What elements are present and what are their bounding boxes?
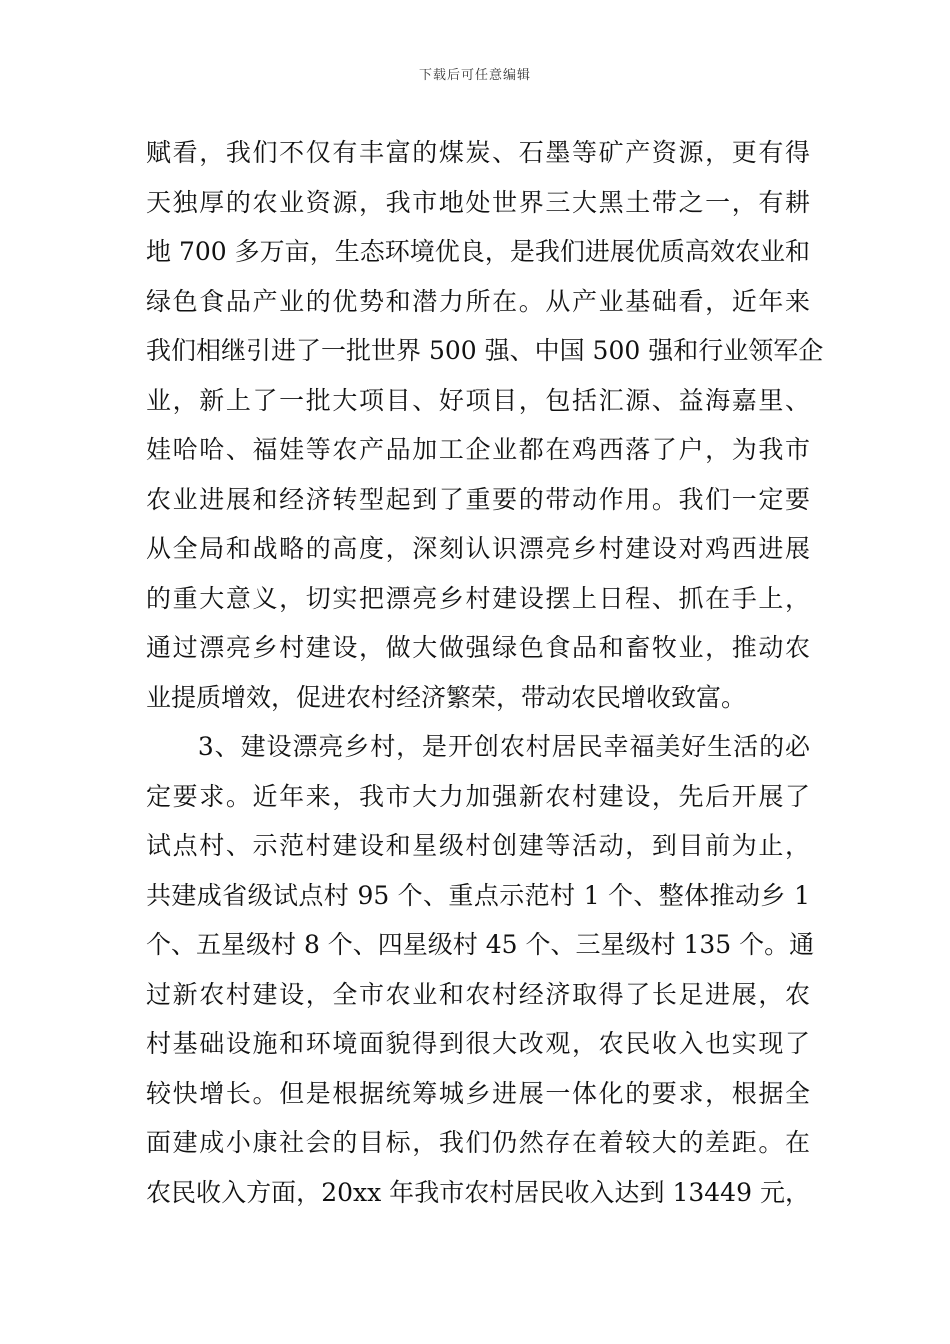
text-line: 业提质增效，促进农村经济繁荣，带动农民增收致富。 [146, 682, 747, 712]
document-body [146, 128, 824, 1217]
text-line: 3、建设漂亮乡村，是开创农村居民幸福美好生活的必 [146, 732, 810, 761]
text-line: 赋看，我们不仅有丰富的煤炭、石墨等矿产资源，更有得 [146, 138, 810, 167]
text-line: 娃哈哈、福娃等农产品加工企业都在鸡西落了户，为我市 [146, 435, 810, 464]
text-line: 农业进展和经济转型起到了重要的带动作用。我们一定要 [146, 484, 810, 514]
text-line: 农民收入方面，20xx 年我市农村居民收入达到 13449 元， [146, 1177, 810, 1207]
text-line: 较快增长。但是根据统筹城乡进展一体化的要求，根据全 [146, 1078, 810, 1108]
text-line: 试点村、示范村建设和星级村创建等活动，到目前为止， [146, 831, 810, 860]
text-line: 天独厚的农业资源，我市地处世界三大黑土带之一，有耕 [146, 187, 810, 217]
text-line: 定要求。近年来，我市大力加强新农村建设，先后开展了 [146, 781, 810, 811]
text-line: 过新农村建设，全市农业和农村经济取得了长足进展，农 [146, 979, 810, 1009]
text-line: 绿色食品产业的优势和潜力所在。从产业基础看，近年来 [146, 286, 810, 316]
text-line: 个、五星级村 8 个、四星级村 45 个、三星级村 135 个。通 [146, 930, 815, 959]
text-line: 地 700 多万亩，生态环境优良，是我们进展优质高效农业和 [146, 237, 810, 266]
text-line: 共建成省级试点村 95 个、重点示范村 1 个、整体推动乡 1 [146, 880, 810, 910]
text-line: 业，新上了一批大项目、好项目，包括汇源、益海嘉里、 [146, 385, 810, 415]
text-line: 我们相继引进了一批世界 500 强、中国 500 强和行业领军企 [146, 336, 824, 365]
page-header-note: 下载后可任意编辑 [418, 68, 531, 83]
text-line: 通过漂亮乡村建设，做大做强绿色食品和畜牧业，推动农 [146, 633, 810, 662]
text-line: 从全局和战略的高度，深刻认识漂亮乡村建设对鸡西进展 [146, 534, 810, 563]
text-line: 面建成小康社会的目标，我们仍然存在着较大的差距。在 [146, 1128, 810, 1157]
text-line: 的重大意义，切实把漂亮乡村建设摆上日程、抓在手上， [146, 583, 810, 613]
text-line: 村基础设施和环境面貌得到很大改观，农民收入也实现了 [146, 1029, 810, 1058]
